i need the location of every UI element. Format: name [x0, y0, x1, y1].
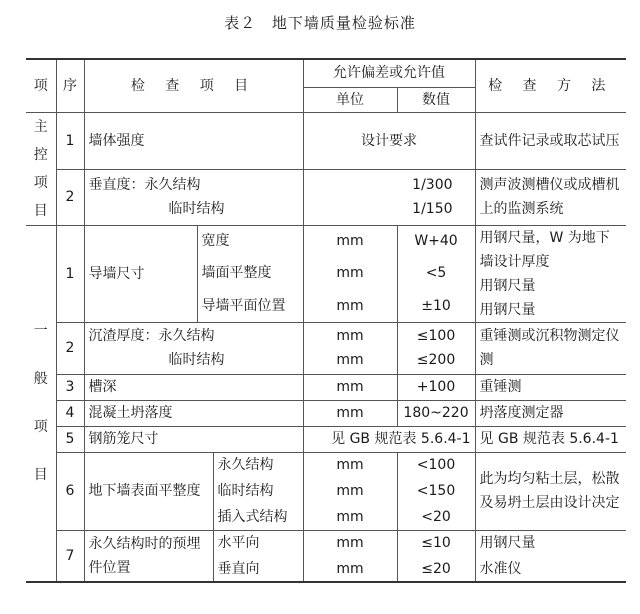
- item-cell: 墙体强度: [84, 112, 303, 170]
- value-line: 1/150: [412, 201, 453, 218]
- method-cell: 水准仪: [475, 556, 626, 582]
- seq-cell: 3: [56, 374, 84, 400]
- item-line: 临时结构: [168, 201, 225, 218]
- general-category-char: 目: [33, 467, 48, 484]
- general-row-6a: [26, 452, 626, 478]
- method-cell: 此为均匀粘土层，松散及易坍土层由设计决定: [475, 452, 626, 530]
- header-value: 数值: [397, 87, 475, 112]
- value-cell: ≤20: [397, 556, 475, 582]
- main-category-char: 主: [33, 118, 48, 135]
- main-category-char: 项: [33, 174, 48, 191]
- item-line: 垂直度：永久结构: [88, 177, 201, 194]
- item-cell: [84, 322, 303, 374]
- item-line: 沉渣厚度：永久结构: [88, 328, 215, 344]
- value-cell: <20: [397, 504, 475, 530]
- item-cell: 地下墙表面平整度: [84, 452, 213, 530]
- item-cell: 钢筋笼尺寸: [84, 426, 303, 452]
- main-row-1: [26, 112, 626, 170]
- general-row-3: [26, 374, 626, 400]
- value-cell: [303, 170, 475, 225]
- unit-cell: mm: [303, 257, 397, 289]
- sub-item-cell: 插入式结构: [213, 504, 303, 530]
- method-cell: 查试件记录或取芯试压: [475, 112, 626, 170]
- unit-cell: mm: [303, 556, 397, 582]
- method-line: 用钢尺量: [479, 277, 536, 294]
- value-cell: <100: [397, 452, 475, 478]
- unit-cell: mm: [303, 400, 397, 426]
- header-method: 检 查 方 法: [475, 59, 626, 112]
- value-cell: +100: [397, 374, 475, 400]
- method-cell: 重锤测: [475, 374, 626, 400]
- header-check-item: 检 查 项 目: [84, 59, 303, 112]
- sub-item-cell: 宽度: [197, 225, 303, 257]
- seq-cell: 5: [56, 426, 84, 452]
- seq-cell: 1: [56, 225, 84, 322]
- value-cell: 设计要求: [303, 112, 475, 170]
- general-row-1a: [26, 225, 626, 257]
- item-cell: 混凝土坍落度: [84, 400, 303, 426]
- item-cell: 槽深: [84, 374, 303, 400]
- value-cell: ±10: [397, 290, 475, 322]
- method-cell: 见 GB 规范表 5.6.4-1: [475, 426, 626, 452]
- value-cell: <150: [397, 478, 475, 504]
- unit-line: mm: [336, 328, 364, 344]
- unit-cell: [303, 322, 397, 374]
- sub-item-cell: 墙面平整度: [197, 257, 303, 289]
- unit-cell: mm: [303, 225, 397, 257]
- table-number: 表２: [224, 15, 257, 32]
- sub-item-cell: 水平向: [213, 530, 303, 556]
- seq-cell: 2: [56, 170, 84, 225]
- method-cell: [475, 225, 626, 322]
- main-category: [26, 112, 56, 225]
- main-category-char: 目: [33, 202, 48, 219]
- sub-item-cell: 垂直向: [213, 556, 303, 582]
- method-cell: 测声波测槽仪或成槽机上的监测系统: [475, 170, 626, 225]
- table-title-text: 地下墙质量检验标准: [271, 14, 416, 32]
- value-line: 1/300: [412, 177, 453, 194]
- value-cell: W+40: [397, 225, 475, 257]
- unit-cell: mm: [303, 374, 397, 400]
- general-row-2: [26, 322, 626, 374]
- seq-cell: 6: [56, 452, 84, 530]
- general-row-7a: [26, 530, 626, 556]
- seq-cell: 4: [56, 400, 84, 426]
- table-title: [0, 12, 640, 33]
- seq-cell: 7: [56, 530, 84, 582]
- value-cell: 180~220: [397, 400, 475, 426]
- seq-cell: 2: [56, 322, 84, 374]
- item-cell: 永久结构时的预埋件位置: [84, 530, 213, 582]
- sub-item-cell: 永久结构: [213, 452, 303, 478]
- value-line: ≤200: [416, 352, 456, 368]
- header-allowance: 允许偏差或允许值: [303, 59, 475, 87]
- quality-standard-table: [26, 58, 626, 583]
- method-cell: 坍落度测定器: [475, 400, 626, 426]
- unit-line: mm: [336, 352, 364, 368]
- unit-cell: mm: [303, 530, 397, 556]
- unit-cell: mm: [303, 290, 397, 322]
- header-unit: 单位: [303, 87, 397, 112]
- seq-cell: 1: [56, 112, 84, 170]
- header-seq: 序: [56, 59, 84, 112]
- main-row-2: [26, 170, 626, 225]
- main-category-char: 控: [33, 146, 48, 163]
- unit-cell: mm: [303, 504, 397, 530]
- sub-item-cell: 临时结构: [213, 478, 303, 504]
- general-category-char: 一: [33, 323, 48, 340]
- general-row-5: [26, 426, 626, 452]
- value-cell: <5: [397, 257, 475, 289]
- method-cell: 重锤测或沉积物测定仪测: [475, 322, 626, 374]
- value-cell: 见 GB 规范表 5.6.4-1: [303, 426, 475, 452]
- item-line: 临时结构: [168, 352, 225, 368]
- general-category-char: 般: [33, 371, 48, 388]
- general-row-4: [26, 400, 626, 426]
- unit-cell: mm: [303, 452, 397, 478]
- general-category: [26, 225, 56, 582]
- general-category-char: 项: [33, 419, 48, 436]
- value-cell: ≤10: [397, 530, 475, 556]
- method-line: 用钢尺量，W 为地下墙设计厚度: [479, 229, 610, 270]
- item-cell: 导墙尺寸: [84, 225, 197, 322]
- method-line: 用钢尺量: [479, 301, 536, 318]
- header-item: 项: [26, 59, 56, 112]
- header-row-1: [26, 59, 626, 87]
- item-cell: [84, 170, 303, 225]
- unit-cell: mm: [303, 478, 397, 504]
- value-line: ≤100: [416, 328, 456, 344]
- method-cell: 用钢尺量: [475, 530, 626, 556]
- value-cell: [397, 322, 475, 374]
- sub-item-cell: 导墙平面位置: [197, 290, 303, 322]
